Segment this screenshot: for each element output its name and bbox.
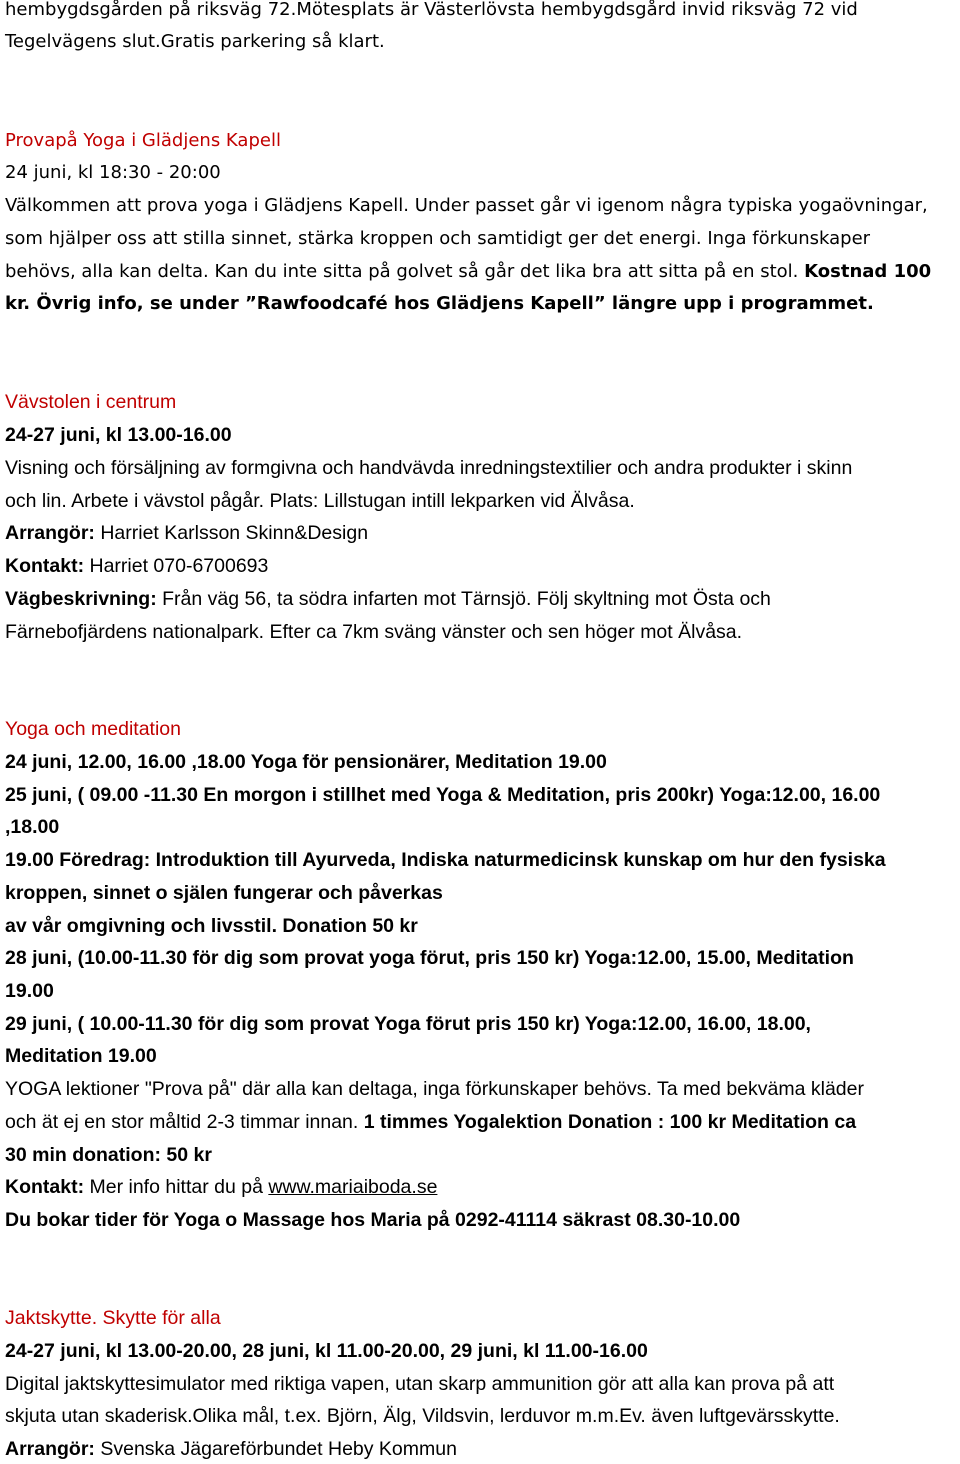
yoga-meditation-line-8: 19.00 <box>5 980 54 1002</box>
jakt-organizer-value: Svenska Jägareförbundet Heby Kommun <box>94 1438 457 1460</box>
yoga-meditation-line-5: kroppen, sinnet o själen fungerar och påverkas <box>5 882 443 904</box>
yoga-trial-line-4: kr. Övrig info, se under ”Rawfoodcafé hos Glädjens Kapell” längre upp i programmet. <box>5 293 874 314</box>
yoga-meditation-line-12-text: och ät ej en stor måltid 2-3 timmar innan. <box>5 1111 364 1133</box>
yoga-trial-line-2: som hjälper oss att stilla sinnet, stärka kroppen och samtidigt ger det energi. Inga förkunskaper <box>5 228 871 249</box>
jakt-organizer <box>5 1435 457 1463</box>
yoga-meditation-line-1: 24 juni, 12.00, 16.00 ,18.00 Yoga för pensionärer, Meditation 19.00 <box>5 751 607 773</box>
yoga-trial-title: Provapå Yoga i Glädjens Kapell <box>5 130 281 151</box>
yoga-meditation-contact <box>5 1173 437 1201</box>
jakt-time: 24-27 juni, kl 13.00-20.00, 28 juni, kl 11.00-20.00, 29 juni, kl 11.00-16.00 <box>5 1340 648 1362</box>
vavstol-contact <box>5 552 268 580</box>
vavstol-organizer <box>5 519 368 547</box>
yoga-meditation-contact-text: Mer info hittar du på <box>84 1176 269 1198</box>
vavstol-directions-label: Vägbeskrivning: <box>5 588 157 610</box>
vavstol-line-2: och lin. Arbete i vävstol pågår. Plats: Lillstugan intill lekparken vid Älvåsa. <box>5 490 635 512</box>
yoga-meditation-line-12 <box>5 1108 856 1136</box>
yoga-meditation-line-4: 19.00 Föredrag: Introduktion till Ayurveda, Indiska naturmedicinsk kunskap om hur den fysiska <box>5 849 886 871</box>
yoga-meditation-line-7: 28 juni, (10.00-11.30 för dig som provat yoga förut, pris 150 kr) Yoga:12.00, 15.00, Meditation <box>5 947 854 969</box>
vavstol-contact-label: Kontakt: <box>5 555 85 577</box>
yoga-trial-line-3-text: behövs, alla kan delta. Kan du inte sitta på golvet så går det lika bra att sitta på en stol. <box>5 261 805 282</box>
yoga-meditation-line-13: 30 min donation: 50 kr <box>5 1144 212 1166</box>
yoga-meditation-line-10: Meditation 19.00 <box>5 1045 157 1067</box>
vavstol-organizer-label: Arrangör: <box>5 522 95 544</box>
mariaiboda-link[interactable]: www.mariaiboda.se <box>268 1176 438 1198</box>
jakt-line-2: skjuta utan skaderisk.Olika mål, t.ex. Björn, Älg, Vildsvin, lerduvor m.m.Ev. även luftgevärsskytte. <box>5 1405 840 1427</box>
vavstol-directions <box>5 585 771 613</box>
intro-line-2: Tegelvägens slut.Gratis parkering så klart. <box>5 31 385 52</box>
yoga-meditation-line-3: ,18.00 <box>5 816 60 838</box>
vavstol-line-1: Visning och försäljning av formgivna och handvävda inredningstextilier och andra produkter i skinn <box>5 457 853 479</box>
vavstol-time: 24-27 juni, kl 13.00-16.00 <box>5 424 232 446</box>
vavstol-directions-value: Från väg 56, ta södra infarten mot Tärnsjö. Följ skyltning mot Östa och <box>156 588 771 610</box>
intro-line-1: hembygdsgården på riksväg 72.Mötesplats är Västerlövsta hembygdsgård invid riksväg 72 vid <box>5 0 858 20</box>
yoga-trial-line-1: Välkommen att prova yoga i Glädjens Kapell. Under passet går vi igenom några typiska yogaövningar, <box>5 195 928 216</box>
yoga-meditation-line-6: av vår omgivning och livsstil. Donation 50 kr <box>5 915 418 937</box>
vavstol-organizer-value: Harriet Karlsson Skinn&Design <box>94 522 369 544</box>
vavstol-contact-value: Harriet 070-6700693 <box>84 555 269 577</box>
vavstol-title: Vävstolen i centrum <box>5 391 177 413</box>
yoga-meditation-line-2: 25 juni, ( 09.00 -11.30 En morgon i stillhet med Yoga & Meditation, pris 200kr) Yoga:12.00, 16.00 <box>5 784 881 806</box>
yoga-meditation-line-11: YOGA lektioner "Prova på" där alla kan deltaga, inga förkunskaper behövs. Ta med bekväma kläder <box>5 1078 864 1100</box>
yoga-meditation-line-9: 29 juni, ( 10.00-11.30 för dig som provat Yoga förut pris 150 kr) Yoga:12.00, 16.00, 18.00, <box>5 1013 811 1035</box>
yoga-meditation-title: Yoga och meditation <box>5 718 181 740</box>
yoga-trial-cost: Kostnad 100 <box>804 261 932 282</box>
vavstol-directions-line-2: Färnebofjärdens nationalpark. Efter ca 7km sväng vänster och sen höger mot Älvåsa. <box>5 621 743 643</box>
yoga-trial-time: 24 juni, kl 18:30 - 20:00 <box>5 162 221 183</box>
jakt-organizer-label: Arrangör: <box>5 1438 95 1460</box>
yoga-meditation-contact-label: Kontakt: <box>5 1176 85 1198</box>
yoga-meditation-booking: Du bokar tider för Yoga o Massage hos Maria på 0292-41114 säkrast 08.30-10.00 <box>5 1209 741 1231</box>
jakt-line-1: Digital jaktskyttesimulator med riktiga vapen, utan skarp ammunition gör att alla kan prova på att <box>5 1373 835 1395</box>
jakt-title: Jaktskytte. Skytte för alla <box>5 1307 221 1329</box>
yoga-meditation-donation: 1 timmes Yogalektion Donation : 100 kr Meditation ca <box>363 1111 857 1133</box>
yoga-trial-line-3 <box>5 258 931 286</box>
